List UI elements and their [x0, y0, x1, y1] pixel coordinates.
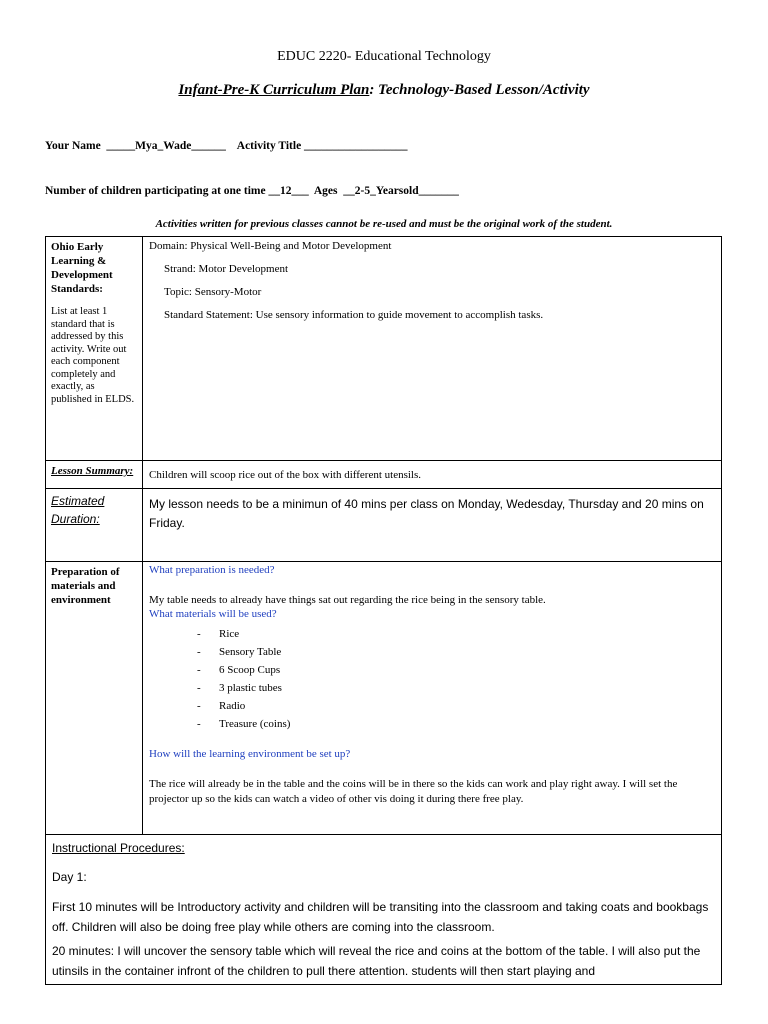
course-title: EDUC 2220- Educational Technology [277, 49, 491, 64]
standards-strand: Strand: Motor Development [164, 263, 289, 275]
materials-list [197, 625, 715, 733]
duration-content-cell [143, 489, 722, 562]
environment-answer: The rice will already be in the table and the coins will be in there so the kids can work and play right away. I will set the projector up so the kids can watch a video of other vis doing it during there free play. [149, 778, 678, 805]
name-title-line: Your Name _____Mya_Wade______ Activity Title __________________ [45, 140, 408, 152]
preparation-label-cell [46, 562, 143, 835]
list-item: - 6 Scoop Cups [197, 661, 715, 679]
materials-question: What materials will be used? [149, 608, 277, 620]
standards-topic: Topic: Sensory-Motor [164, 286, 262, 298]
procedures-cell [46, 835, 722, 985]
plan-title [0, 82, 768, 99]
list-item: - Rice [197, 625, 715, 643]
standards-label: Ohio Early Learning & Development Standards: List at least 1 standard that is addressed by this activity. Write out each component completely and exactly, as published in ELDS. [46, 237, 142, 409]
preparation-question: What preparation is needed? [149, 564, 275, 576]
list-item: - Treasure (coins) [197, 715, 715, 733]
duration-text: My lesson needs to be a minimun of 40 mins per class on Monday, Wedesday, Thursday and 20 mins on Friday. [149, 497, 704, 530]
standards-domain: Domain: Physical Well-Being and Motor Development [149, 240, 392, 252]
originality-notice: Activities written for previous classes cannot be re-used and must be the original work of the student. [155, 218, 613, 230]
plan-title-sub: : Technology-Based Lesson/Activity [369, 82, 590, 98]
lesson-plan-table [45, 236, 722, 985]
plan-title-main: Infant-Pre-K Curriculum Plan [178, 82, 370, 98]
preparation-row [46, 562, 722, 835]
standards-statement: Standard Statement: Use sensory information to guide movement to accomplish tasks. [164, 309, 544, 321]
summary-row [46, 461, 722, 489]
standards-instruction: List at least 1 standard that is addressed by this activity. Write out each component completely and exactly, as published in ELDS. [51, 306, 135, 405]
list-item: - Sensory Table [197, 643, 715, 661]
preparation-label: Preparation of materials and environment [51, 566, 120, 606]
summary-label-cell [46, 461, 143, 489]
procedures-row [46, 835, 722, 985]
summary-text: Children will scoop rice out of the box with different utensils. [149, 469, 421, 481]
list-item: - Radio [197, 697, 715, 715]
procedures-paragraph: First 10 minutes will be Introductory activity and children will be transiting into the classroom and taking coats and bookbags off. Children will also be doing free play while others are coming into the classroom. [52, 900, 709, 934]
duration-row [46, 489, 722, 562]
procedures-paragraph: 20 minutes: I will uncover the sensory table which will reveal the rice and coins at the bottom of the table. I will also put the utinsils in the container infront of the children to pull there attention. students will then start playing and [52, 944, 701, 978]
preparation-content-cell [143, 562, 722, 835]
summary-label: Lesson Summary: [51, 465, 134, 477]
children-ages-line: Number of children participating at one time __12___ Ages __2-5_Yearsold_______ [45, 185, 459, 197]
duration-label-cell [46, 489, 143, 562]
duration-label: Estimated Duration: [51, 494, 105, 526]
procedures-label: Instructional Procedures: [52, 841, 185, 855]
summary-content-cell [143, 461, 722, 489]
procedures-day: Day 1: [52, 870, 87, 884]
environment-question: How will the learning environment be set up? [149, 748, 351, 760]
preparation-answer: My table needs to already have things sat out regarding the rice being in the sensory table. [149, 594, 546, 606]
list-item: - 3 plastic tubes [197, 679, 715, 697]
standards-content-cell [143, 237, 722, 461]
standards-label-cell [46, 237, 143, 461]
standards-row [46, 237, 722, 461]
